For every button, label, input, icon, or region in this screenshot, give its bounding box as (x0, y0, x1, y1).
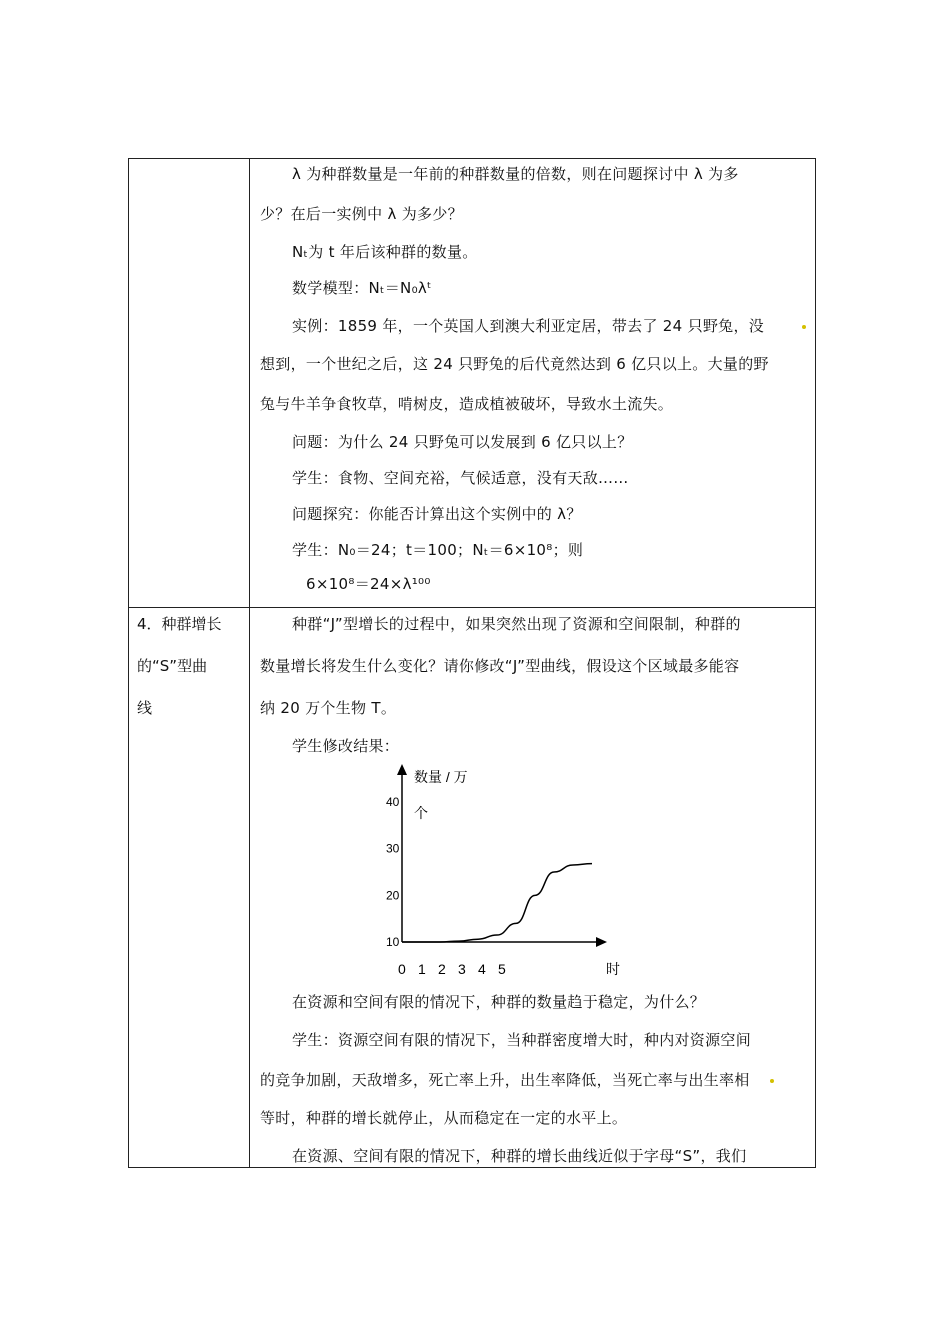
row1-line-12: 6×10⁸＝24×λ¹⁰⁰ (306, 575, 431, 593)
row-divider (128, 607, 816, 608)
row2-after-5: 在资源、空间有限的情况下，种群的增长曲线近似于字母“S”，我们 (292, 1147, 747, 1165)
row1-line-9: 学生：食物、空间充裕，气候适意，没有天敌…… (292, 469, 629, 487)
y-axis-arrow-icon (397, 764, 407, 775)
row1-line-6: 想到，一个世纪之后，这 24 只野兔的后代竟然达到 6 亿只以上。大量的野 (260, 355, 769, 373)
row1-line-4: 数学模型：Nₜ＝N₀λᵗ (292, 279, 432, 297)
y-tick-label: 40 (386, 795, 400, 809)
s-curve-chart (370, 760, 630, 990)
margin-dot (802, 325, 806, 329)
y-tick-label: 30 (386, 841, 400, 856)
s-curve-line (402, 864, 592, 942)
column-divider (249, 158, 250, 1168)
row2-after-3: 的竞争加剧，天敌增多，死亡率上升，出生率降低，当死亡率与出生率相 (260, 1071, 750, 1089)
x-tick-label: 5 (498, 961, 506, 977)
y-axis-label-part2: 个 (414, 805, 428, 821)
row1-line-2: 少？在后一实例中 λ 为多少？ (260, 205, 463, 223)
x-tick-label: 0 (398, 961, 406, 977)
margin-dot-2 (770, 1079, 774, 1083)
row1-line-10: 问题探究：你能否计算出这个实例中的 λ？ (292, 505, 582, 523)
row2-line-1: 种群“J”型增长的过程中，如果突然出现了资源和空间限制，种群的 (292, 615, 741, 633)
row1-line-5: 实例：1859 年，一个英国人到澳大利亚定居，带去了 24 只野兔，没 (292, 317, 765, 335)
y-axis-label-part1: 数量 / 万 (414, 769, 468, 785)
y-tick-label: 20 (386, 888, 400, 903)
row2-left-line-1 (137, 614, 242, 634)
row2-left-text-1: 4．种群增长 (137, 615, 222, 633)
y-tick-label: 10 (386, 935, 400, 949)
row2-after-2: 学生：资源空间有限的情况下，当种群密度增大时，种内对资源空间 (292, 1031, 752, 1049)
x-tick-label: 1 (418, 961, 426, 977)
row2-line-4: 学生修改结果： (292, 737, 400, 755)
row1-line-11: 学生：N₀＝24；t＝100；Nₜ＝6×10⁸；则 (292, 541, 584, 559)
row1-line-1: λ 为种群数量是一年前的种群数量的倍数，则在问题探讨中 λ 为多 (292, 165, 739, 183)
x-axis-arrow-icon (596, 937, 607, 947)
row1-line-3: Nₜ为 t 年后该种群的数量。 (292, 243, 478, 261)
row2-after-4: 等时，种群的增长就停止，从而稳定在一定的水平上。 (260, 1109, 628, 1127)
row2-after-1: 在资源和空间有限的情况下，种群的数量趋于稳定，为什么？ (292, 993, 706, 1011)
row2-line-2: 数量增长将发生什么变化？请你修改“J”型曲线，假设这个区域最多能容 (260, 657, 740, 675)
x-tick-label: 3 (458, 961, 466, 977)
x-tick-label: 4 (478, 961, 486, 977)
row2-line-3: 纳 20 万个生物 T。 (260, 699, 397, 717)
row1-line-7: 兔与牛羊争食牧草，啃树皮，造成植被破坏，导致水土流失。 (260, 395, 674, 413)
row2-left-line-3: 线 (137, 699, 153, 717)
x-tick-label: 2 (438, 961, 446, 977)
row2-left-line-2: 的“S”型曲 (137, 657, 208, 675)
x-axis-label-part1: 时 (606, 961, 620, 977)
row1-line-8: 问题：为什么 24 只野兔可以发展到 6 亿只以上？ (292, 433, 633, 451)
